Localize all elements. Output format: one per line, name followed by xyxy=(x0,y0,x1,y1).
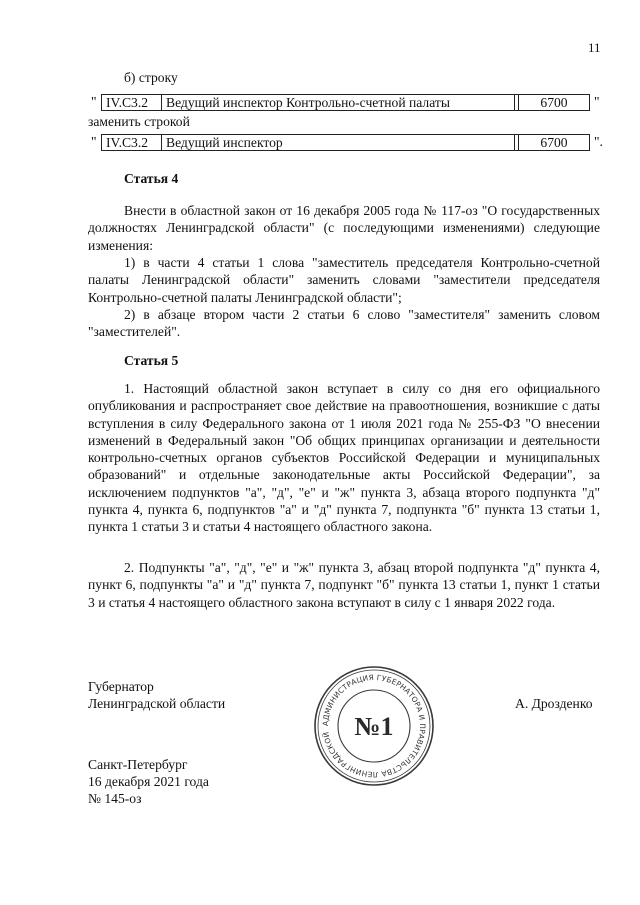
position-code-cell: IV.С3.2 xyxy=(101,94,162,111)
position-code-cell: IV.С3.2 xyxy=(101,134,162,151)
svg-text:№1: №1 xyxy=(354,712,394,741)
article-5-heading: Статья 5 xyxy=(124,353,179,368)
article-4-item-2: 2) в абзаце втором части 2 статьи 6 слово "заместителя" заменить словом "заместителей". xyxy=(88,307,600,340)
open-quote: " xyxy=(91,134,97,149)
signing-date: 16 декабря 2021 года xyxy=(88,774,209,789)
salary-value-cell: 6700 xyxy=(519,134,590,151)
article-5-paragraph-2: 2. Подпункты "а", "д", "е" и "ж" пункта 3, абзац второй подпункта "д" пункта 4, пункт 6, подпункты "а" и "д" пункта 7, подпункт "б" пункта 13 статьи 1, пункт 1 статьи 3 и статья 4 настоящего областного закона вступают в силу с 1 января 2022 года. xyxy=(88,560,600,610)
replace-text: заменить строкой xyxy=(88,114,190,129)
signer-title-line-2: Ленинградской области xyxy=(88,696,226,711)
close-quote: ". xyxy=(594,134,603,149)
position-name-cell: Ведущий инспектор xyxy=(162,134,515,151)
signer-name: А. Дрозденко xyxy=(515,696,593,711)
law-number: № 145-оз xyxy=(88,791,142,806)
signer-title-line-1: Губернатор xyxy=(88,679,154,694)
article-4-item-1: 1) в части 4 статьи 1 слова "заместитель председателя Контрольно-счетной палаты Ленинградской области" заменить словами "заместители председателя Контрольно-счетной палаты Ленинградской области"; xyxy=(88,255,600,305)
close-quote: " xyxy=(594,94,600,109)
position-name-cell: Ведущий инспектор Контрольно-счетной палаты xyxy=(162,94,515,111)
page-number: 11 xyxy=(588,40,601,55)
table-row-replacement xyxy=(0,134,640,152)
subitem-b-line: б) строку xyxy=(124,70,178,85)
stamp-seal-icon xyxy=(312,664,436,788)
salary-value-cell: 6700 xyxy=(519,94,590,111)
signing-place: Санкт-Петербург xyxy=(88,757,188,772)
svg-text:АДМИНИСТРАЦИЯ ГУБЕРНАТОРА И ПР: АДМИНИСТРАЦИЯ ГУБЕРНАТОРА И ПРАВИТЕЛЬСТВА ЛЕНИНГРАДСКОЙ xyxy=(320,672,428,780)
article-4-intro: Внести в областной закон от 16 декабря 2005 года № 117-оз "О государственных должностях Ленинградской области" (с последующими изменениями) следующие изменения: xyxy=(88,203,600,253)
article-4-heading: Статья 4 xyxy=(124,171,179,186)
article-5-paragraph-1: 1. Настоящий областной закон вступает в силу со дня его официального опубликования и распространяет свое действие на правоотношения, возникшие с даты вступления в силу Федерального закона от 1 июля 2021 года № 255-ФЗ "О внесении изменений в Федеральный закон "Об общих принципах организации и деятельности контрольно-счетных органов субъектов Российской Федерации и муниципальных образований" и отдельные законодательные акты Российской Федерации", за исключением подпунктов "а", "д", "е" и "ж" пункта 3, абзаца второго подпункта "д" пункта 4, пункта 6, подпунктов "а" и "д" пункта 7, подпункта "б" пункта 13 статьи 1, пункта 1 статьи 3 и статьи 4 настоящего областного закона. xyxy=(88,381,600,535)
table-row-original xyxy=(0,94,640,112)
open-quote: " xyxy=(91,94,97,109)
official-stamp xyxy=(312,664,436,788)
